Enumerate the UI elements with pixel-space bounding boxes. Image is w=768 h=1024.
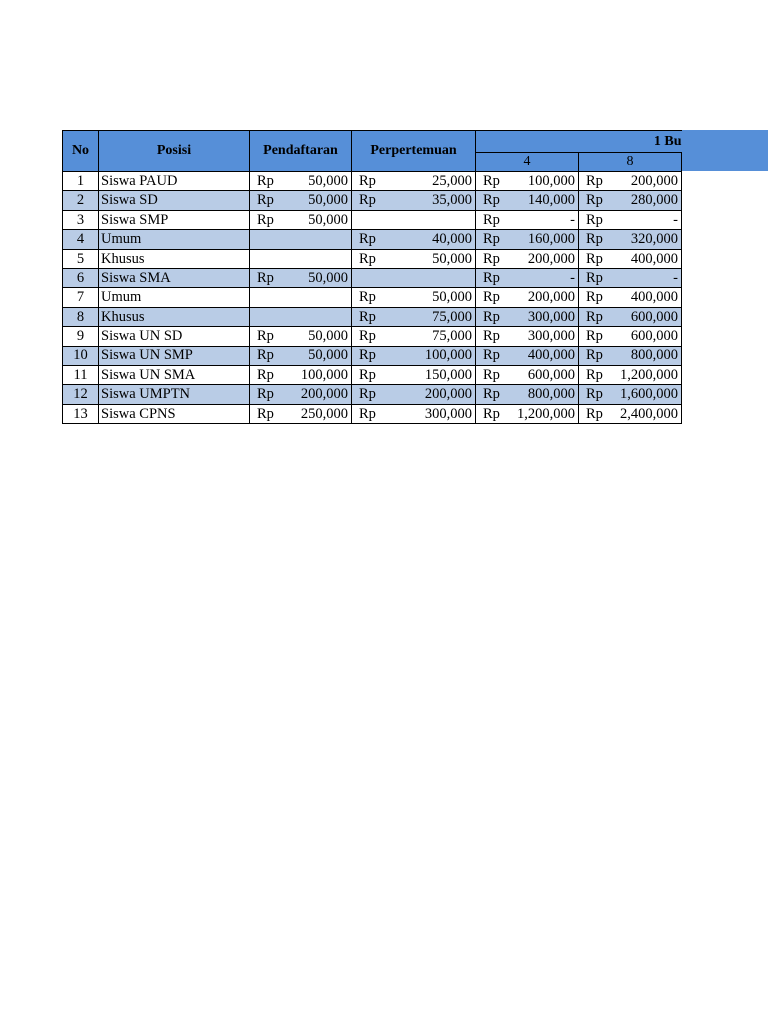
cell-s4[interactable] <box>476 404 579 423</box>
cell-s4[interactable] <box>476 191 579 210</box>
currency-label: Rp <box>359 250 376 267</box>
table-row <box>63 172 682 191</box>
currency-label: Rp <box>586 308 603 325</box>
currency-label: Rp <box>483 192 500 209</box>
currency-label: Rp <box>586 289 603 306</box>
currency-label: Rp <box>257 192 274 209</box>
amount-value: 320,000 <box>630 231 678 248</box>
cell-s8[interactable] <box>579 191 682 210</box>
cell-daftar[interactable] <box>250 365 352 384</box>
currency-label: Rp <box>257 405 274 422</box>
header-perpertemuan: Perpertemuan <box>352 131 476 172</box>
currency-label: Rp <box>483 366 500 383</box>
amount-value: 200,000 <box>424 386 472 403</box>
currency-label: Rp <box>483 405 500 422</box>
cell-no[interactable]: 10 <box>63 346 99 365</box>
amount-value: 160,000 <box>527 231 575 248</box>
cell-temu[interactable] <box>352 346 476 365</box>
amount-value: 100,000 <box>527 172 575 189</box>
amount-value: 800,000 <box>630 347 678 364</box>
table-row <box>63 404 682 423</box>
cell-posisi[interactable]: Umum <box>99 230 250 249</box>
cell-posisi[interactable]: Siswa UN SMA <box>99 365 250 384</box>
amount-value: 250,000 <box>300 405 348 422</box>
cell-daftar[interactable] <box>250 172 352 191</box>
currency-label: Rp <box>586 231 603 248</box>
price-table <box>62 130 682 424</box>
currency-label: Rp <box>586 172 603 189</box>
amount-value: 75,000 <box>432 328 472 345</box>
cell-s8[interactable] <box>579 172 682 191</box>
amount-value: 50,000 <box>432 289 472 306</box>
cell-daftar[interactable] <box>250 307 352 326</box>
amount-value: 400,000 <box>527 347 575 364</box>
cell-no[interactable]: 5 <box>63 249 99 268</box>
amount-value: 150,000 <box>424 366 472 383</box>
cell-s8[interactable] <box>579 210 682 229</box>
cell-posisi[interactable]: Siswa UN SD <box>99 327 250 346</box>
cell-temu[interactable] <box>352 404 476 423</box>
currency-label: Rp <box>483 172 500 189</box>
currency-label: Rp <box>586 366 603 383</box>
cell-no[interactable]: 11 <box>63 365 99 384</box>
cell-daftar[interactable] <box>250 385 352 404</box>
cell-posisi[interactable]: Siswa PAUD <box>99 172 250 191</box>
cell-s8[interactable] <box>579 249 682 268</box>
header-pendaftaran: Pendaftaran <box>250 131 352 172</box>
currency-label: Rp <box>359 328 376 345</box>
cell-temu[interactable] <box>352 191 476 210</box>
cell-daftar[interactable] <box>250 404 352 423</box>
amount-value: 50,000 <box>432 250 472 267</box>
cell-s8[interactable] <box>579 288 682 307</box>
cell-posisi[interactable]: Umum <box>99 288 250 307</box>
amount-value: 50,000 <box>308 347 348 364</box>
cell-s4[interactable] <box>476 365 579 384</box>
currency-label: Rp <box>586 192 603 209</box>
cell-daftar[interactable] <box>250 327 352 346</box>
amount-value: 100,000 <box>300 366 348 383</box>
table-row <box>63 249 682 268</box>
cell-temu[interactable] <box>352 288 476 307</box>
currency-label: Rp <box>359 289 376 306</box>
header-sub-4: 4 <box>476 153 579 172</box>
cell-daftar[interactable] <box>250 346 352 365</box>
cell-posisi[interactable]: Siswa SMP <box>99 210 250 229</box>
cell-s8[interactable] <box>579 268 682 287</box>
cell-temu[interactable] <box>352 230 476 249</box>
cell-no[interactable]: 4 <box>63 230 99 249</box>
cell-no[interactable]: 1 <box>63 172 99 191</box>
amount-value: 40,000 <box>432 231 472 248</box>
cell-s4[interactable] <box>476 327 579 346</box>
amount-value: 25,000 <box>432 172 472 189</box>
cell-s4[interactable] <box>476 210 579 229</box>
currency-label: Rp <box>586 347 603 364</box>
currency-label: Rp <box>483 211 500 228</box>
cell-s4[interactable] <box>476 307 579 326</box>
currency-label: Rp <box>359 405 376 422</box>
amount-value: 140,000 <box>527 192 575 209</box>
currency-label: Rp <box>586 405 603 422</box>
cell-no[interactable]: 13 <box>63 404 99 423</box>
table-body <box>63 172 682 424</box>
amount-value: - <box>570 211 575 228</box>
table-row <box>63 385 682 404</box>
amount-value: 50,000 <box>308 211 348 228</box>
amount-value: 600,000 <box>630 308 678 325</box>
currency-label: Rp <box>359 366 376 383</box>
cell-s4[interactable] <box>476 230 579 249</box>
cell-posisi[interactable]: Siswa UN SMP <box>99 346 250 365</box>
currency-label: Rp <box>483 269 500 286</box>
currency-label: Rp <box>359 172 376 189</box>
amount-value: 200,000 <box>300 386 348 403</box>
currency-label: Rp <box>359 192 376 209</box>
amount-value: 300,000 <box>527 308 575 325</box>
currency-label: Rp <box>483 347 500 364</box>
cell-daftar[interactable] <box>250 288 352 307</box>
amount-value: 50,000 <box>308 172 348 189</box>
amount-value: 280,000 <box>630 192 678 209</box>
cell-temu[interactable] <box>352 327 476 346</box>
cell-posisi[interactable]: Siswa SD <box>99 191 250 210</box>
cell-no[interactable]: 3 <box>63 210 99 229</box>
table-row <box>63 346 682 365</box>
cell-temu[interactable] <box>352 307 476 326</box>
currency-label: Rp <box>359 308 376 325</box>
currency-label: Rp <box>359 231 376 248</box>
cell-s8[interactable] <box>579 346 682 365</box>
amount-value: 600,000 <box>630 328 678 345</box>
header-group: 1 Bu <box>476 131 682 153</box>
currency-label: Rp <box>586 269 603 286</box>
amount-value: 1,200,000 <box>517 405 575 422</box>
cell-s4[interactable] <box>476 385 579 404</box>
currency-label: Rp <box>359 386 376 403</box>
currency-label: Rp <box>257 328 274 345</box>
cell-posisi[interactable]: Khusus <box>99 249 250 268</box>
currency-label: Rp <box>483 386 500 403</box>
table-row <box>63 191 682 210</box>
table-row <box>63 288 682 307</box>
table-row <box>63 210 682 229</box>
currency-label: Rp <box>257 366 274 383</box>
amount-value: 200,000 <box>527 289 575 306</box>
cell-temu[interactable] <box>352 268 476 287</box>
currency-label: Rp <box>257 386 274 403</box>
table-row <box>63 268 682 287</box>
currency-label: Rp <box>257 211 274 228</box>
cell-posisi[interactable]: Khusus <box>99 307 250 326</box>
cell-posisi[interactable]: Siswa SMA <box>99 268 250 287</box>
amount-value: 50,000 <box>308 269 348 286</box>
amount-value: - <box>570 269 575 286</box>
cell-no[interactable]: 2 <box>63 191 99 210</box>
currency-label: Rp <box>483 231 500 248</box>
cell-s4[interactable] <box>476 249 579 268</box>
currency-label: Rp <box>586 211 603 228</box>
amount-value: 100,000 <box>424 347 472 364</box>
cell-s8[interactable] <box>579 365 682 384</box>
cell-s8[interactable] <box>579 230 682 249</box>
cell-no[interactable]: 12 <box>63 385 99 404</box>
amount-value: - <box>673 211 678 228</box>
amount-value: 300,000 <box>424 405 472 422</box>
cell-s4[interactable] <box>476 268 579 287</box>
amount-value: 50,000 <box>308 328 348 345</box>
amount-value: 400,000 <box>630 289 678 306</box>
currency-label: Rp <box>586 386 603 403</box>
cell-s8[interactable] <box>579 404 682 423</box>
table-row <box>63 307 682 326</box>
amount-value: 1,200,000 <box>620 366 678 383</box>
currency-label: Rp <box>359 347 376 364</box>
cell-no[interactable]: 7 <box>63 288 99 307</box>
cell-temu[interactable] <box>352 249 476 268</box>
currency-label: Rp <box>483 328 500 345</box>
table-row <box>63 365 682 384</box>
currency-label: Rp <box>257 347 274 364</box>
amount-value: 300,000 <box>527 328 575 345</box>
amount-value: 800,000 <box>527 386 575 403</box>
cell-daftar[interactable] <box>250 230 352 249</box>
amount-value: 200,000 <box>527 250 575 267</box>
cell-daftar[interactable] <box>250 249 352 268</box>
cell-posisi[interactable]: Siswa UMPTN <box>99 385 250 404</box>
amount-value: 1,600,000 <box>620 386 678 403</box>
currency-label: Rp <box>257 269 274 286</box>
table-row <box>63 230 682 249</box>
cell-temu[interactable] <box>352 365 476 384</box>
currency-label: Rp <box>483 289 500 306</box>
amount-value: 2,400,000 <box>620 405 678 422</box>
cell-temu[interactable] <box>352 172 476 191</box>
cell-temu[interactable] <box>352 385 476 404</box>
cell-s4[interactable] <box>476 172 579 191</box>
cell-daftar[interactable] <box>250 191 352 210</box>
table-row <box>63 327 682 346</box>
cell-s4[interactable] <box>476 346 579 365</box>
cell-temu[interactable] <box>352 210 476 229</box>
cell-daftar[interactable] <box>250 210 352 229</box>
currency-label: Rp <box>483 250 500 267</box>
currency-label: Rp <box>483 308 500 325</box>
currency-label: Rp <box>586 328 603 345</box>
amount-value: - <box>673 269 678 286</box>
currency-label: Rp <box>257 172 274 189</box>
cell-s8[interactable] <box>579 327 682 346</box>
cell-no[interactable]: 6 <box>63 268 99 287</box>
currency-label: Rp <box>586 250 603 267</box>
amount-value: 75,000 <box>432 308 472 325</box>
amount-value: 200,000 <box>630 172 678 189</box>
cell-s8[interactable] <box>579 307 682 326</box>
cell-posisi[interactable]: Siswa CPNS <box>99 404 250 423</box>
cell-no[interactable]: 9 <box>63 327 99 346</box>
cell-s4[interactable] <box>476 288 579 307</box>
header-no: No <box>63 131 99 172</box>
cell-daftar[interactable] <box>250 268 352 287</box>
amount-value: 50,000 <box>308 192 348 209</box>
amount-value: 35,000 <box>432 192 472 209</box>
cell-no[interactable]: 8 <box>63 307 99 326</box>
amount-value: 600,000 <box>527 366 575 383</box>
cell-s8[interactable] <box>579 385 682 404</box>
header-posisi: Posisi <box>99 131 250 172</box>
amount-value: 400,000 <box>630 250 678 267</box>
header-sub-8: 8 <box>579 153 682 172</box>
